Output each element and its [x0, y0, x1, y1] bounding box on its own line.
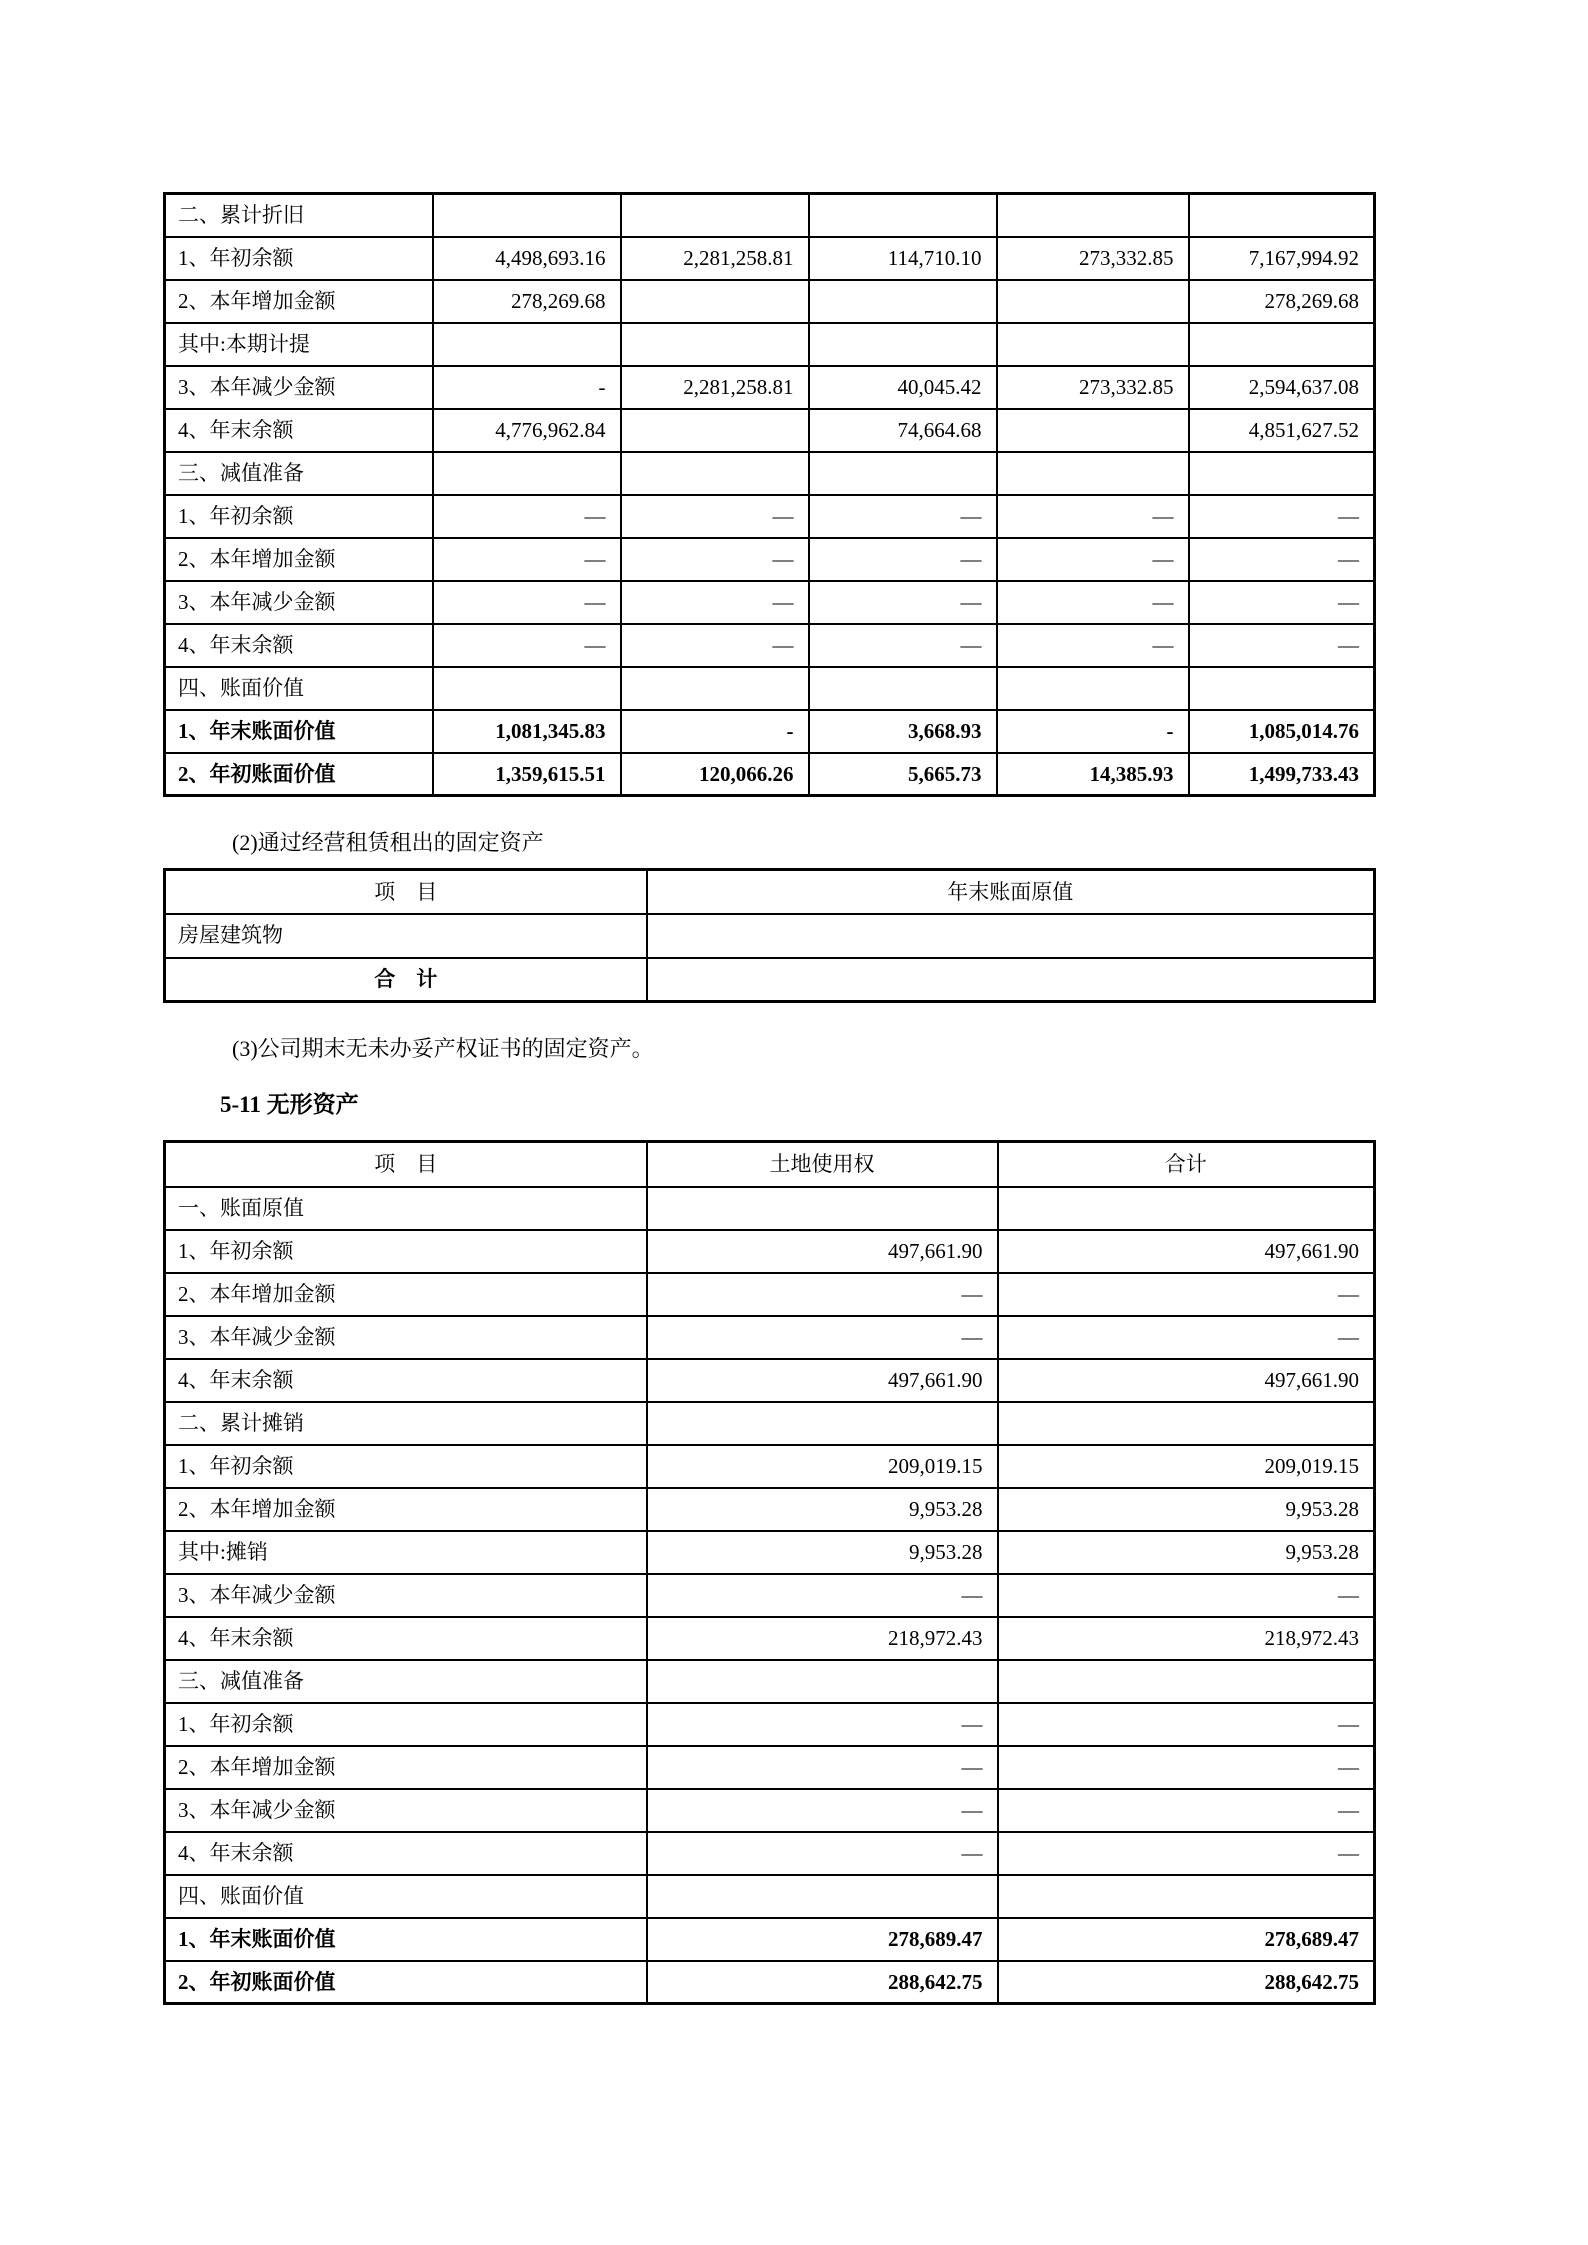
value-cell	[997, 409, 1189, 452]
value-cell	[647, 914, 1375, 958]
row-label: 四、账面价值	[165, 667, 433, 710]
value-cell	[647, 1660, 998, 1703]
table-row	[165, 1531, 1375, 1574]
value-cell	[809, 667, 997, 710]
value-cell: 1,359,615.51	[433, 753, 621, 796]
value-cell: 2,281,258.81	[621, 366, 809, 409]
table-row	[165, 1875, 1375, 1918]
row-label: 4、年末余额	[165, 1832, 647, 1875]
table-row	[165, 538, 1375, 581]
value-cell	[647, 1875, 998, 1918]
value-cell: —	[433, 581, 621, 624]
table-row	[165, 1230, 1375, 1273]
row-label: 4、年末余额	[165, 409, 433, 452]
value-cell	[998, 1187, 1375, 1230]
value-cell: —	[433, 624, 621, 667]
value-cell: —	[997, 581, 1189, 624]
value-cell	[997, 280, 1189, 323]
value-cell	[809, 280, 997, 323]
row-label: 二、累计摊销	[165, 1402, 647, 1445]
value-cell: —	[809, 538, 997, 581]
table-row	[165, 1832, 1375, 1875]
row-label: 2、年初账面价值	[165, 1961, 647, 2004]
intangible-assets-section-heading: 5-11 无形资产	[220, 1092, 359, 1117]
table-row	[165, 1488, 1375, 1531]
value-cell	[433, 667, 621, 710]
value-cell: —	[1189, 495, 1375, 538]
column-header: 项 目	[165, 1142, 647, 1187]
intangible-table-body	[165, 1142, 1375, 2004]
value-cell	[997, 323, 1189, 366]
value-cell	[621, 323, 809, 366]
value-cell	[809, 323, 997, 366]
row-label: 二、累计折旧	[165, 194, 433, 237]
value-cell	[647, 958, 1375, 1002]
value-cell: —	[998, 1273, 1375, 1316]
row-label: 4、年末余额	[165, 1617, 647, 1660]
value-cell	[621, 667, 809, 710]
value-cell: 9,953.28	[998, 1531, 1375, 1574]
value-cell: —	[647, 1789, 998, 1832]
value-cell: —	[621, 538, 809, 581]
value-cell: 209,019.15	[647, 1445, 998, 1488]
row-label: 3、本年减少金额	[165, 1316, 647, 1359]
table-row	[165, 914, 1375, 958]
header-row	[165, 870, 1375, 914]
column-header: 土地使用权	[647, 1142, 998, 1187]
leased-table-body	[165, 870, 1375, 1002]
table-row	[165, 1703, 1375, 1746]
table-row	[165, 1617, 1375, 1660]
value-cell: 497,661.90	[998, 1359, 1375, 1402]
value-cell: 218,972.43	[998, 1617, 1375, 1660]
value-cell: 40,045.42	[809, 366, 997, 409]
row-label: 3、本年减少金额	[165, 1574, 647, 1617]
leased-assets-section-heading: (2)通过经营租赁租出的固定资产	[232, 830, 544, 855]
table-row	[165, 495, 1375, 538]
value-cell: 497,661.90	[998, 1230, 1375, 1273]
value-cell: 1,085,014.76	[1189, 710, 1375, 753]
row-label: 三、减值准备	[165, 1660, 647, 1703]
header-row	[165, 1142, 1375, 1187]
value-cell	[433, 452, 621, 495]
value-cell	[809, 194, 997, 237]
row-label: 一、账面原值	[165, 1187, 647, 1230]
value-cell	[998, 1875, 1375, 1918]
value-cell: 1,499,733.43	[1189, 753, 1375, 796]
value-cell: 74,664.68	[809, 409, 997, 452]
value-cell: 14,385.93	[997, 753, 1189, 796]
value-cell: —	[621, 581, 809, 624]
value-cell: 278,689.47	[647, 1918, 998, 1961]
value-cell: —	[809, 624, 997, 667]
value-cell: —	[621, 495, 809, 538]
row-label: 四、账面价值	[165, 1875, 647, 1918]
value-cell	[621, 280, 809, 323]
value-cell: —	[998, 1789, 1375, 1832]
table-row	[165, 958, 1375, 1002]
table-row	[165, 194, 1375, 237]
value-cell	[998, 1660, 1375, 1703]
row-label: 合 计	[165, 958, 647, 1002]
row-label: 其中:本期计提	[165, 323, 433, 366]
value-cell: 273,332.85	[997, 366, 1189, 409]
leased-assets-table	[163, 868, 1376, 1003]
intangible-assets-table	[163, 1140, 1376, 2005]
value-cell: —	[433, 538, 621, 581]
row-label: 1、年末账面价值	[165, 1918, 647, 1961]
fixed-assets-depreciation-table	[163, 192, 1376, 797]
value-cell: 7,167,994.92	[1189, 237, 1375, 280]
value-cell: 288,642.75	[647, 1961, 998, 2004]
value-cell	[1189, 323, 1375, 366]
row-label: 3、本年减少金额	[165, 1789, 647, 1832]
row-label: 4、年末余额	[165, 1359, 647, 1402]
value-cell: 2,594,637.08	[1189, 366, 1375, 409]
value-cell: —	[997, 624, 1189, 667]
row-label: 3、本年减少金额	[165, 581, 433, 624]
row-label: 2、年初账面价值	[165, 753, 433, 796]
table-row	[165, 1660, 1375, 1703]
row-label: 1、年初余额	[165, 1230, 647, 1273]
value-cell: 278,689.47	[998, 1918, 1375, 1961]
value-cell: 114,710.10	[809, 237, 997, 280]
value-cell: —	[647, 1316, 998, 1359]
table-row	[165, 753, 1375, 796]
row-label: 1、年初余额	[165, 495, 433, 538]
value-cell: —	[998, 1316, 1375, 1359]
value-cell: —	[1189, 538, 1375, 581]
table-row	[165, 581, 1375, 624]
value-cell	[809, 452, 997, 495]
value-cell	[1189, 452, 1375, 495]
row-label: 1、年末账面价值	[165, 710, 433, 753]
table-row	[165, 624, 1375, 667]
value-cell	[621, 409, 809, 452]
value-cell: —	[998, 1574, 1375, 1617]
column-header: 项 目	[165, 870, 647, 914]
value-cell: -	[433, 366, 621, 409]
value-cell: —	[621, 624, 809, 667]
value-cell: —	[998, 1832, 1375, 1875]
value-cell: —	[647, 1703, 998, 1746]
row-label: 2、本年增加金额	[165, 538, 433, 581]
value-cell: 2,281,258.81	[621, 237, 809, 280]
value-cell: —	[647, 1273, 998, 1316]
value-cell: —	[809, 581, 997, 624]
value-cell	[433, 323, 621, 366]
row-label: 三、减值准备	[165, 452, 433, 495]
value-cell	[621, 452, 809, 495]
value-cell: 9,953.28	[647, 1488, 998, 1531]
table-row	[165, 409, 1375, 452]
value-cell	[1189, 194, 1375, 237]
table-row	[165, 1359, 1375, 1402]
value-cell: 3,668.93	[809, 710, 997, 753]
row-label: 4、年末余额	[165, 624, 433, 667]
table-row	[165, 1316, 1375, 1359]
table-row	[165, 667, 1375, 710]
value-cell	[1189, 667, 1375, 710]
value-cell: —	[998, 1703, 1375, 1746]
value-cell: 4,851,627.52	[1189, 409, 1375, 452]
row-label: 1、年初余额	[165, 1445, 647, 1488]
value-cell: —	[809, 495, 997, 538]
value-cell: —	[997, 538, 1189, 581]
column-header: 年末账面原值	[647, 870, 1375, 914]
row-label: 其中:摊销	[165, 1531, 647, 1574]
table-row	[165, 1402, 1375, 1445]
column-header: 合计	[998, 1142, 1375, 1187]
value-cell	[647, 1187, 998, 1230]
row-label: 1、年初余额	[165, 1703, 647, 1746]
value-cell: —	[1189, 581, 1375, 624]
value-cell	[997, 452, 1189, 495]
value-cell: —	[433, 495, 621, 538]
table-row	[165, 1445, 1375, 1488]
value-cell: —	[647, 1832, 998, 1875]
depreciation-table-body	[165, 194, 1375, 796]
value-cell: 1,081,345.83	[433, 710, 621, 753]
value-cell	[647, 1402, 998, 1445]
table-row	[165, 1918, 1375, 1961]
value-cell: 9,953.28	[998, 1488, 1375, 1531]
row-label: 2、本年增加金额	[165, 1746, 647, 1789]
value-cell	[997, 667, 1189, 710]
value-cell: -	[997, 710, 1189, 753]
value-cell: 273,332.85	[997, 237, 1189, 280]
table-row	[165, 1574, 1375, 1617]
table-row	[165, 1273, 1375, 1316]
value-cell: —	[647, 1746, 998, 1789]
value-cell: —	[998, 1746, 1375, 1789]
no-certificate-note: (3)公司期末无未办妥产权证书的固定资产。	[232, 1036, 654, 1061]
value-cell: 5,665.73	[809, 753, 997, 796]
value-cell: 9,953.28	[647, 1531, 998, 1574]
row-label: 3、本年减少金额	[165, 366, 433, 409]
table-row	[165, 366, 1375, 409]
value-cell	[997, 194, 1189, 237]
value-cell: 278,269.68	[1189, 280, 1375, 323]
value-cell: 497,661.90	[647, 1230, 998, 1273]
table-row	[165, 710, 1375, 753]
value-cell: 218,972.43	[647, 1617, 998, 1660]
value-cell: —	[647, 1574, 998, 1617]
table-row	[165, 323, 1375, 366]
value-cell: 209,019.15	[998, 1445, 1375, 1488]
row-label: 2、本年增加金额	[165, 1273, 647, 1316]
value-cell: 288,642.75	[998, 1961, 1375, 2004]
value-cell: 497,661.90	[647, 1359, 998, 1402]
table-row	[165, 237, 1375, 280]
value-cell: —	[997, 495, 1189, 538]
value-cell: 4,498,693.16	[433, 237, 621, 280]
value-cell	[621, 194, 809, 237]
value-cell: 278,269.68	[433, 280, 621, 323]
table-row	[165, 452, 1375, 495]
value-cell: 4,776,962.84	[433, 409, 621, 452]
value-cell: —	[1189, 624, 1375, 667]
row-label: 1、年初余额	[165, 237, 433, 280]
value-cell	[998, 1402, 1375, 1445]
row-label: 2、本年增加金额	[165, 280, 433, 323]
table-row	[165, 280, 1375, 323]
row-label: 房屋建筑物	[165, 914, 647, 958]
row-label: 2、本年增加金额	[165, 1488, 647, 1531]
table-row	[165, 1187, 1375, 1230]
value-cell: -	[621, 710, 809, 753]
value-cell	[433, 194, 621, 237]
value-cell: 120,066.26	[621, 753, 809, 796]
table-row	[165, 1789, 1375, 1832]
table-row	[165, 1961, 1375, 2004]
table-row	[165, 1746, 1375, 1789]
